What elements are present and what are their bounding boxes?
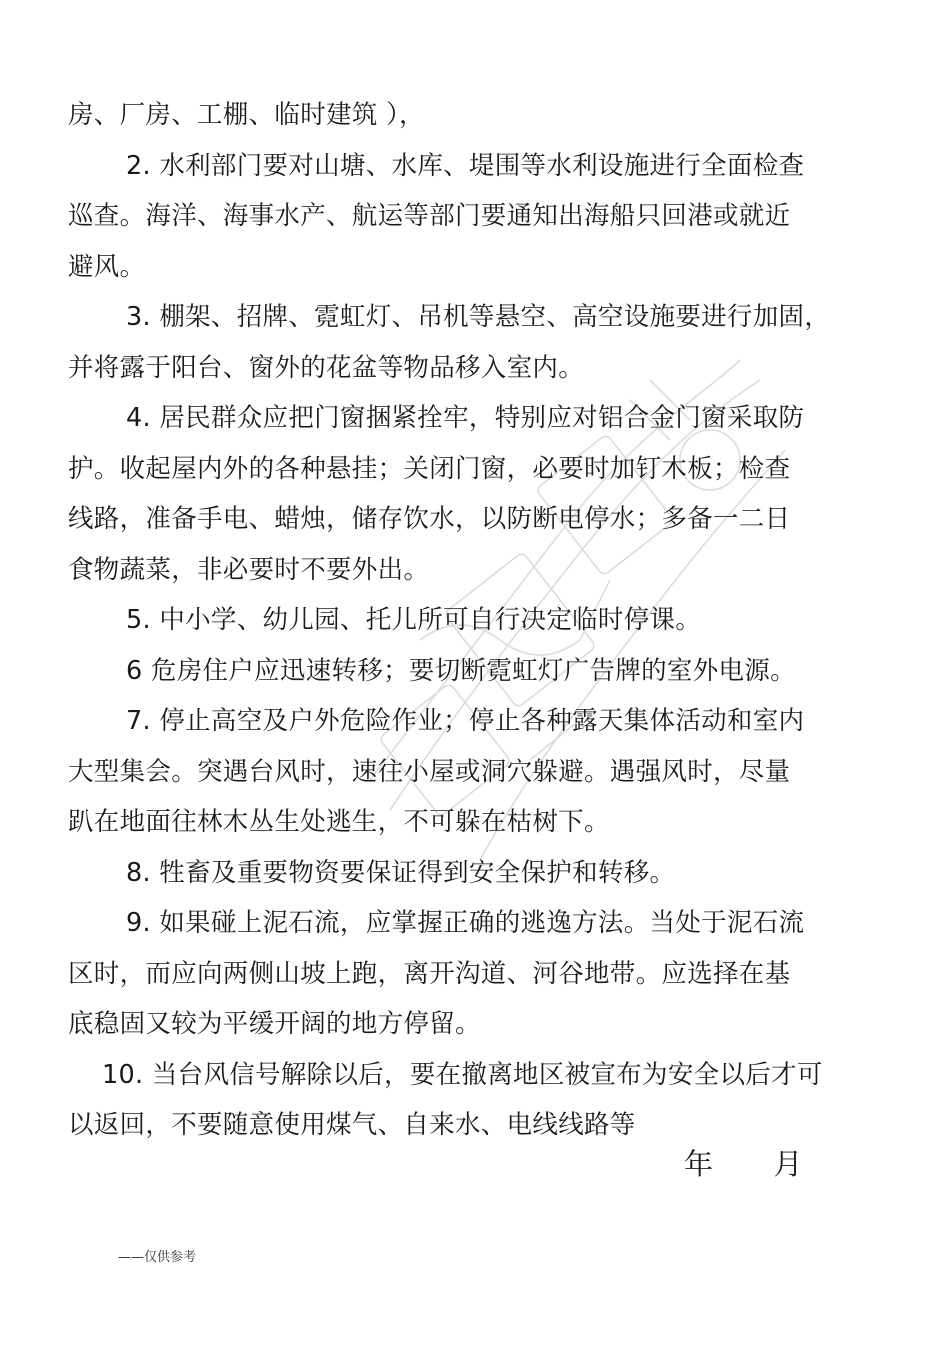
item-4-line-1: 4. 居民群众应把门窗捆紧拴牢，特别应对铝合金门窗采取防 [126, 403, 805, 433]
item-5-line-1: 5. 中小学、幼儿园、托儿所可自行决定临时停课。 [126, 605, 702, 635]
item-2-line-1: 2. 水利部门要对山塘、水库、堤围等水利设施进行全面检查 [126, 150, 805, 181]
month-label: 月 [773, 1147, 803, 1181]
paragraph-line: 房、厂房、工棚、临时建筑 ）， [68, 100, 425, 130]
item-4-line-4: 食物蔬菜，非必要时不要外出。 [68, 554, 430, 585]
item-3-line-1: 3. 棚架、招牌、霓虹灯、吊机等悬空、高空设施要进行加固， [126, 302, 831, 332]
item-10-line-1: 10. 当台风信号解除以后，要在撤离地区被宣布为安全以后才可 [102, 1059, 823, 1090]
item-9-line-2: 区时，而应向两侧山坡上跑，离开沟道、河谷地带。应选择在基 [68, 958, 791, 989]
date-placeholder [684, 1140, 802, 1188]
item-9-line-1: 9. 如果碰上泥石流，应掌握正确的逃逸方法。当处于泥石流 [126, 908, 805, 938]
document-body [68, 90, 858, 1151]
item-7-line-3: 趴在地面往林木丛生处逃生，不可躲在枯树下。 [68, 807, 610, 837]
item-2-line-3: 避风。 [68, 251, 146, 282]
item-7-line-1: 7. 停止高空及户外危险作业；停止各种露天集体活动和室内 [126, 706, 805, 736]
item-6-line-1: 6 危房住户应迅速转移；要切断霓虹灯广告牌的室外电源。 [126, 655, 796, 686]
item-2-line-2: 巡查。海洋、海事水产、航运等部门要通知出海船只回港或就近 [68, 201, 791, 231]
item-3-line-2: 并将露于阳台、窗外的花盆等物品移入室内。 [68, 352, 585, 383]
item-8-line-1: 8. 牲畜及重要物资要保证得到安全保护和转移。 [126, 857, 676, 888]
item-4-line-2: 护。收起屋内外的各种悬挂；关闭门窗，必要时加钉木板；检查 [68, 453, 791, 484]
item-10-line-2: 以返回，不要随意使用煤气、自来水、电线线路等 [68, 1110, 636, 1140]
item-4-line-3: 线路，准备手电、蜡烛，储存饮水，以防断电停水；多备一二日 [68, 504, 791, 534]
footer-note: ——仅供参考 [118, 1250, 197, 1265]
year-label: 年 [684, 1147, 714, 1181]
item-7-line-2: 大型集会。突遇台风时，速往小屋或洞穴躲避。遇强风时，尽量 [68, 756, 791, 787]
item-9-line-3: 底稳固又较为平缓开阔的地方停留。 [68, 1009, 481, 1039]
